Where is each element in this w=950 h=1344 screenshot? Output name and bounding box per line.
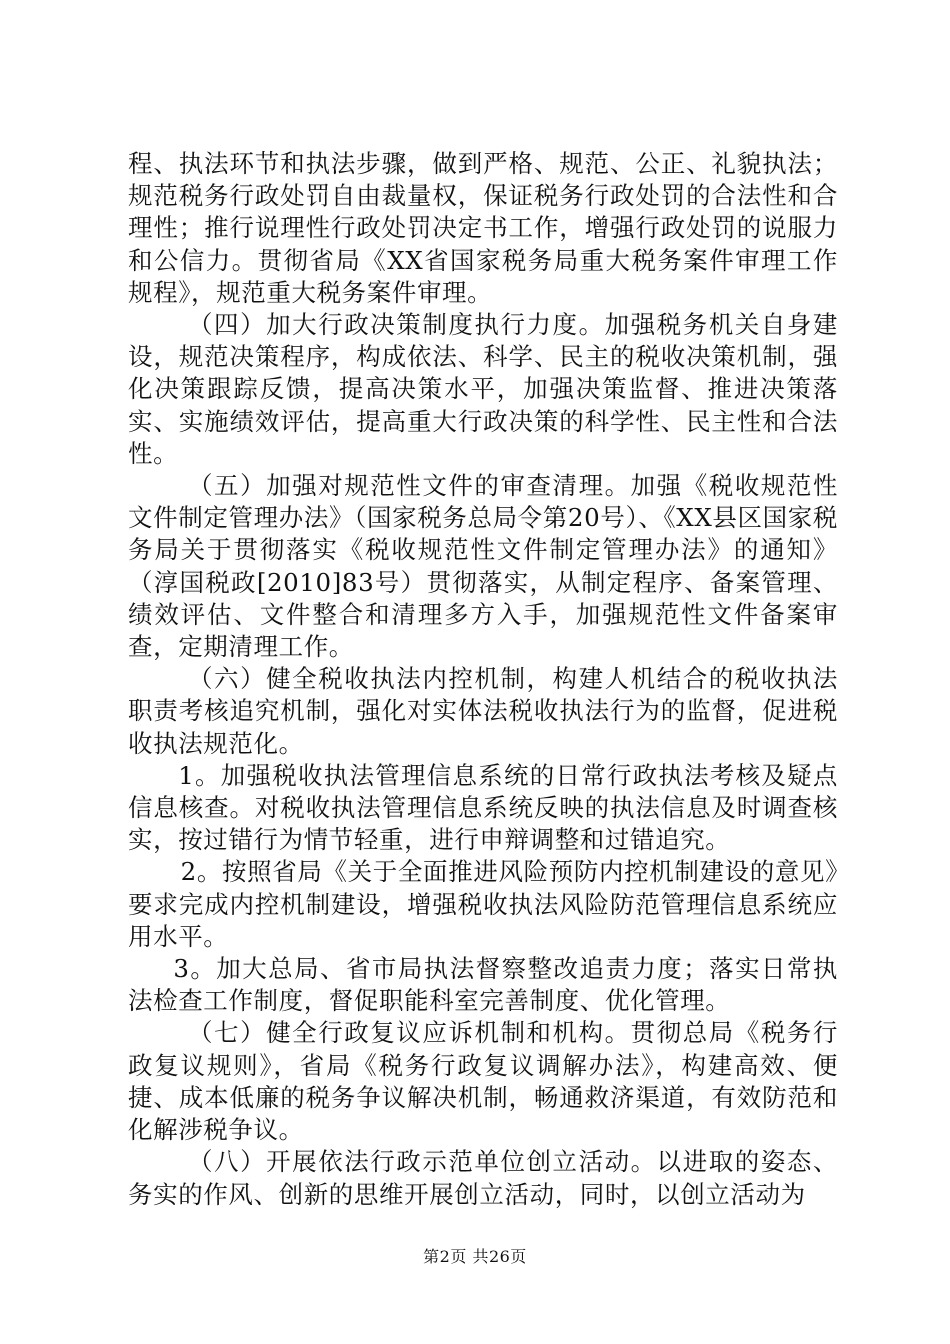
page-footer — [0, 1244, 950, 1267]
paragraph-continuation: 程、执法环节和执法步骤，做到严格、规范、公正、礼貌执法；规范税务行政处罚自由裁量权，保证税务行政处罚的合法性和合理性；推行说理性行政处罚决定书工作，增强行政处罚的说服力和公信力。贯彻省局《XX省国家税务局重大税务案件审理工作规程》，规范重大税务案件审理。 — [128, 149, 838, 307]
document-body — [128, 148, 838, 1211]
paragraph-section-5: （五）加强对规范性文件的审查清理。加强《税收规范性文件制定管理办法》（国家税务总局令第20号）、《XX县区国家税务局关于贯彻落实《税收规范性文件制定管理办法》的通知》（淳国税政[2010]83号）贯彻落实，从制定程序、备案管理、绩效评估、文件整合和清理多方入手，加强规范性文件备案审查，定期清理工作。 — [128, 471, 838, 662]
paragraph-item-2: 2。按照省局《关于全面推进风险预防内控机制建设的意见》要求完成内控机制建设，增强税收执法风险防范管理信息系统应用水平。 — [128, 857, 838, 951]
paragraph-section-6: （六）健全税收执法内控机制，构建人机结合的税收执法职责考核追究机制，强化对实体法税收执法行为的监督，促进税收执法规范化。 — [128, 664, 838, 758]
paragraph-section-4: （四）加大行政决策制度执行力度。加强税务机关自身建设，规范决策程序，构成依法、科学、民主的税收决策机制，强化决策跟踪反馈，提高决策水平，加强决策监督、推进决策落实、实施绩效评估，提高重大行政决策的科学性、民主性和合法性。 — [128, 310, 838, 468]
page-number-label: 第2页 共26页 — [423, 1247, 527, 1266]
paragraph-section-8: （八）开展依法行政示范单位创立活动。以进取的姿态、务实的作风、创新的思维开展创立活动，同时，以创立活动为 — [128, 1147, 838, 1209]
paragraph-section-7: （七）健全行政复议应诉机制和机构。贯彻总局《税务行政复议规则》，省局《税务行政复议调解办法》，构建高效、便捷、成本低廉的税务争议解决机制，畅通救济渠道，有效防范和化解涉税争议。 — [128, 1018, 838, 1145]
paragraph-item-3: 3。加大总局、省市局执法督察整改追责力度；落实日常执法检查工作制度，督促职能科室完善制度、优化管理。 — [128, 954, 838, 1016]
paragraph-item-1: 1。加强税收执法管理信息系统的日常行政执法考核及疑点信息核查。对税收执法管理信息系统反映的执法信息及时调查核实，按过错行为情节轻重，进行申辩调整和过错追究。 — [128, 760, 838, 855]
